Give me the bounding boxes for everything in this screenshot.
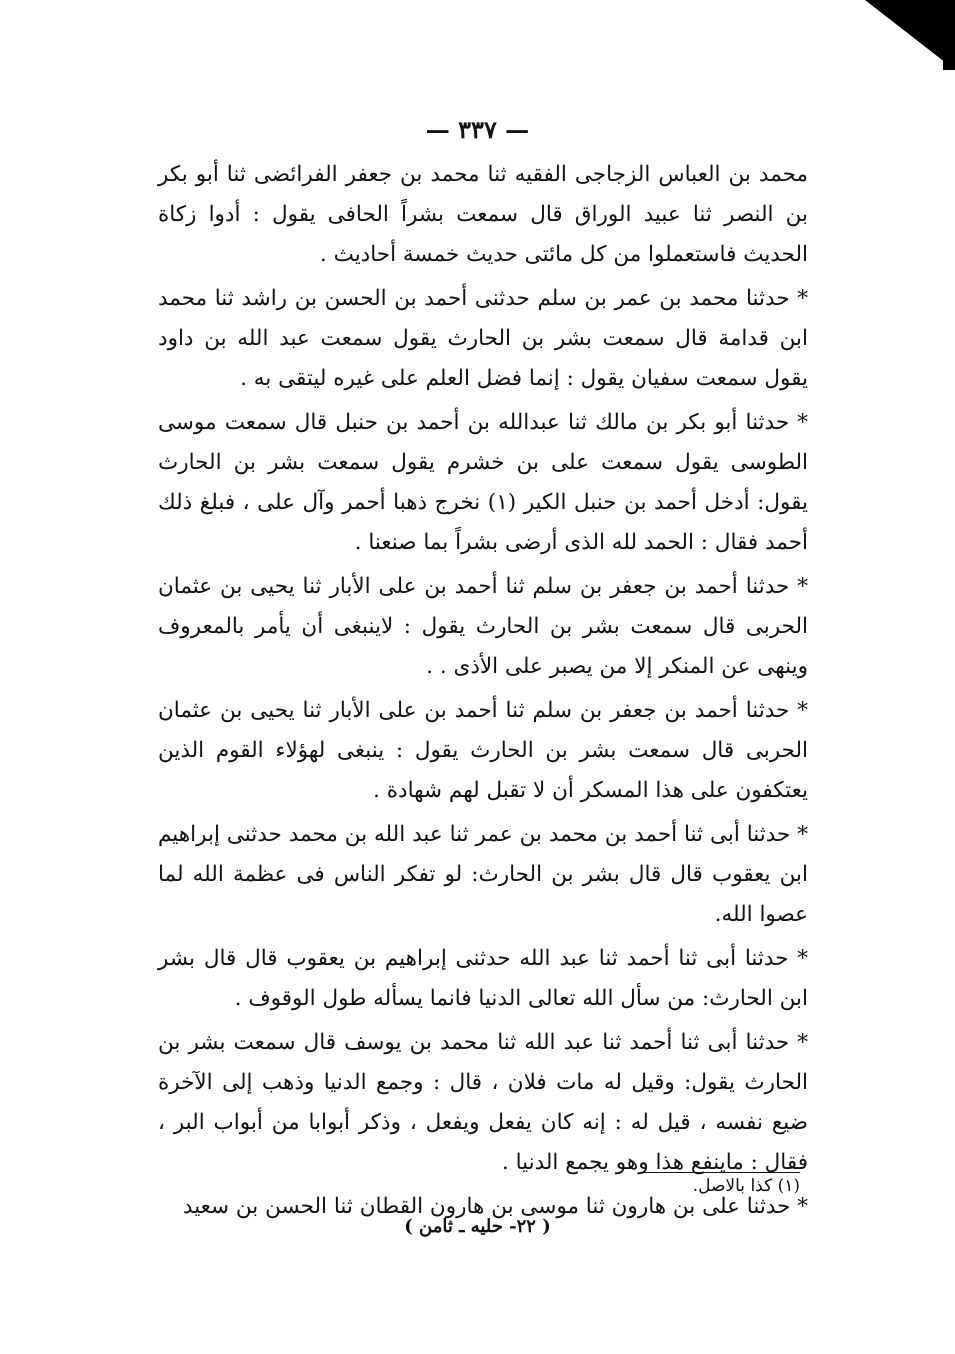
signature-mark: ( ٢٢- حليه ـ ثامن ) [404,1216,551,1237]
scan-corner-shadow [865,0,955,70]
paragraph: * حدثنا أبى ثنا أحمد بن محمد بن عمر ثنا عبد الله بن محمد حدثنى إبراهيم ابن يعقوب قال قال بشر بن الحارث: لو تفكر الناس فى عظمة الله لما عصوا الله. [158,822,808,927]
paragraph: * حدثنا أبى ثنا أحمد ثنا عبد الله ثنا محمد بن يوسف قال سمعت بشر بن الحارث يقول: وقيل له مات فلان ، قال : وجمع الدنيا وذهب إلى الآخرة ضيع نفسه ، قيل له : إنه كان يفعل ويفعل ، وذكر أبوابا من أبواب البر ، فقال : ماينفع هذا وهو يجمع الدنيا . [158,1030,808,1175]
paragraph: * حدثنا على بن هارون ثنا موسى بن هارون القطان ثنا الحسن بن سعيد [182,1194,808,1219]
footnote: (١) كذا بالاصل. [692,1176,800,1196]
scan-edge-shadow [943,0,955,70]
paragraph: * حدثنا أبى ثنا أحمد ثنا عبد الله حدثنى إبراهيم بن يعقوب قال قال بشر ابن الحارث: من سأل الله تعالى الدنيا فانما يسأله طول الوقوف . [158,946,808,1011]
paragraph: * حدثنا أحمد بن جعفر بن سلم ثنا أحمد بن على الأبار ثنا يحيى بن عثمان الحربى قال سمعت بشر بن الحارث يقول : لاينبغى أن يأمر بالمعروف وينهى عن المنكر إلا من يصبر على الأذى . . [158,574,808,679]
footnote-divider [640,1172,800,1173]
paragraph: محمد بن العباس الزجاجى الفقيه ثنا محمد بن جعفر الفرائضى ثنا أبو بكر بن النصر ثنا عبيد الوراق قال سمعت بشراً الحافى يقول : أدوا زكاة الحديث فاستعملوا من كل مائتى حديث خمسة أحاديث . [158,162,808,267]
main-text [158,155,808,1231]
paragraph: * حدثنا أبو بكر بن مالك ثنا عبدالله بن أحمد بن حنبل قال سمعت موسى الطوسى يقول سمعت على بن خشرم يقول سمعت بشر بن الحارث يقول: أدخل أحمد بن حنبل الكير (١) نخرج ذهبا أحمر وآل على ، فبلغ ذلك أحمد فقال : الحمد لله الذى أرضى بشراً بما صنعنا . [158,410,808,555]
page-number: — ٣٣٧ — [425,115,530,144]
paragraph: * حدثنا أحمد بن جعفر بن سلم ثنا أحمد بن على الأبار ثنا يحيى بن عثمان الحربى قال سمعت بشر بن الحارث يقول : ينبغى لهؤلاء القوم الذين يعتكفون على هذا المسكر أن لا تقبل لهم شهادة . [158,698,808,803]
paragraph: * حدثنا محمد بن عمر بن سلم حدثنى أحمد بن الحسن بن راشد ثنا محمد ابن قدامة قال سمعت بشر بن الحارث يقول سمعت عبد الله بن داود يقول سمعت سفيان يقول : إنما فضل العلم على غيره ليتقى به . [158,286,808,391]
